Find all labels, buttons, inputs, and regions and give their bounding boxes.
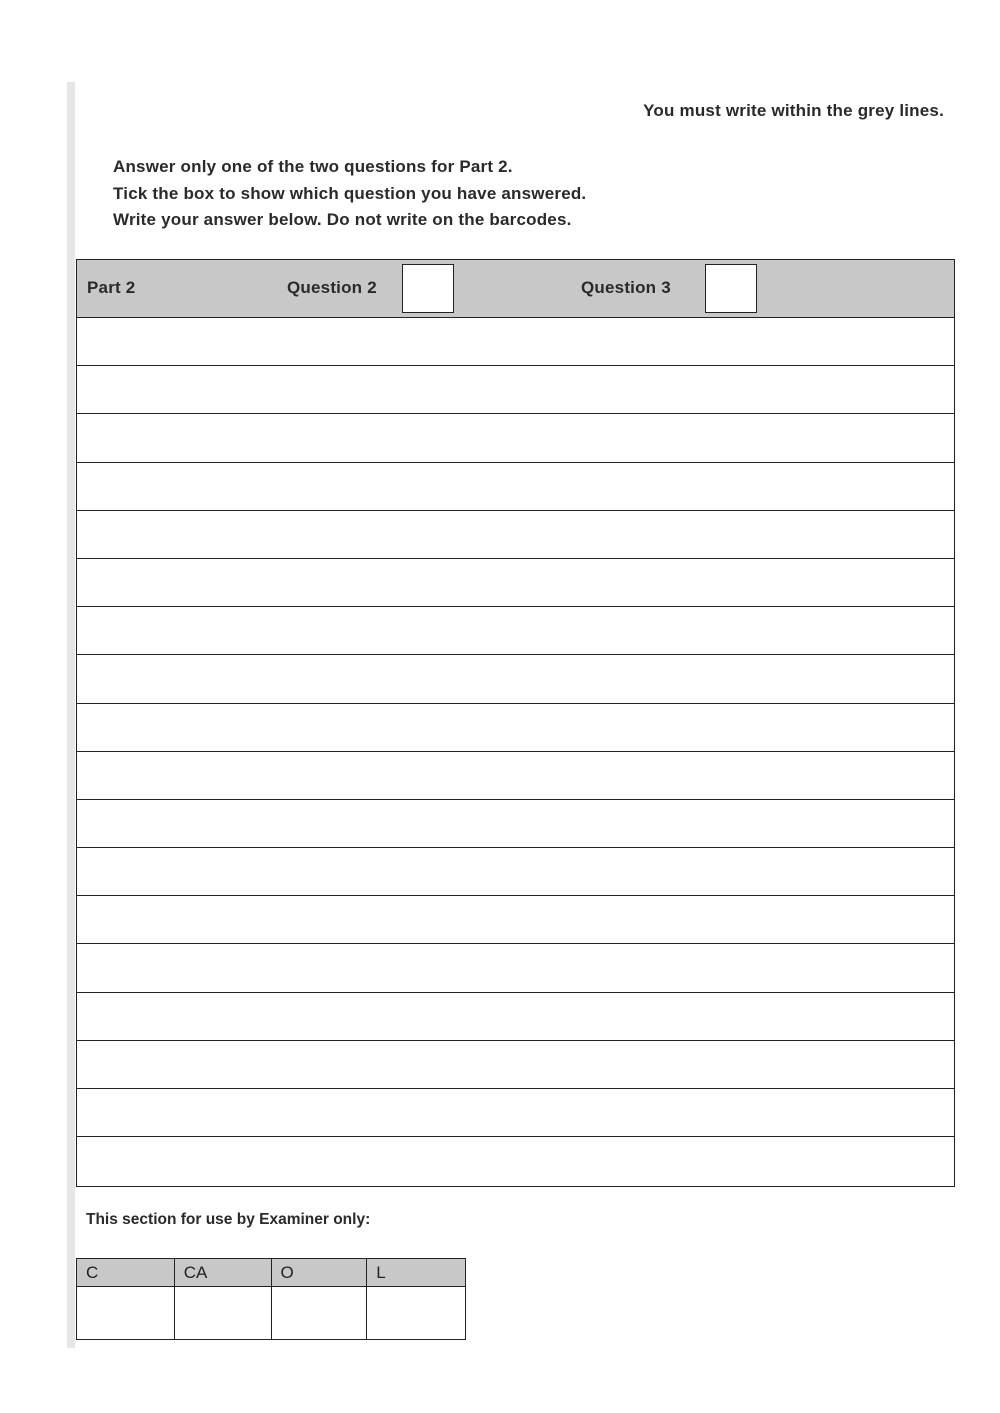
answer-line[interactable]: [77, 848, 954, 896]
question-2-tick-box[interactable]: [402, 264, 454, 313]
answer-line[interactable]: [77, 463, 954, 511]
question-3-tick-box[interactable]: [705, 264, 757, 313]
instructions: [113, 154, 586, 234]
answer-line[interactable]: [77, 1041, 954, 1089]
answer-line[interactable]: [77, 607, 954, 655]
examiner-score-row: [77, 1287, 466, 1340]
answer-line[interactable]: [77, 944, 954, 992]
answer-line[interactable]: [77, 414, 954, 462]
answer-line[interactable]: [77, 559, 954, 607]
examiner-score-l[interactable]: [367, 1287, 466, 1340]
answer-line[interactable]: [77, 655, 954, 703]
instruction-line: Answer only one of the two questions for Part 2.: [113, 157, 513, 176]
examiner-score-ca[interactable]: [174, 1287, 271, 1340]
margin-bar: [67, 82, 75, 1348]
examiner-col-c: C: [77, 1259, 175, 1287]
instruction-line: Tick the box to show which question you have answered.: [113, 183, 587, 203]
examiner-col-ca: CA: [174, 1259, 271, 1287]
answer-line[interactable]: [77, 800, 954, 848]
examiner-score-c[interactable]: [77, 1287, 175, 1340]
answer-line[interactable]: [77, 896, 954, 944]
examiner-col-l: L: [367, 1259, 466, 1287]
write-within-lines-note: You must write within the grey lines.: [643, 101, 944, 120]
answer-lines: [77, 318, 954, 1185]
answer-line[interactable]: [77, 318, 954, 366]
answer-header: [77, 260, 954, 318]
answer-line[interactable]: [77, 366, 954, 414]
question-2-label: Question 2: [287, 278, 377, 297]
part-label: Part 2: [87, 278, 136, 297]
answer-line[interactable]: [77, 511, 954, 559]
instruction-line: Write your answer below. Do not write on the barcodes.: [113, 210, 572, 229]
examiner-table: [76, 1258, 466, 1340]
answer-box: [76, 259, 955, 1187]
answer-line[interactable]: [77, 1137, 954, 1185]
examiner-section-label: This section for use by Examiner only:: [86, 1211, 371, 1228]
examiner-col-o: O: [271, 1259, 367, 1287]
question-3-label: Question 3: [581, 278, 671, 297]
answer-line[interactable]: [77, 752, 954, 800]
examiner-header-row: [77, 1259, 466, 1287]
answer-line[interactable]: [77, 993, 954, 1041]
answer-line[interactable]: [77, 704, 954, 752]
answer-line[interactable]: [77, 1089, 954, 1137]
examiner-score-o[interactable]: [271, 1287, 367, 1340]
